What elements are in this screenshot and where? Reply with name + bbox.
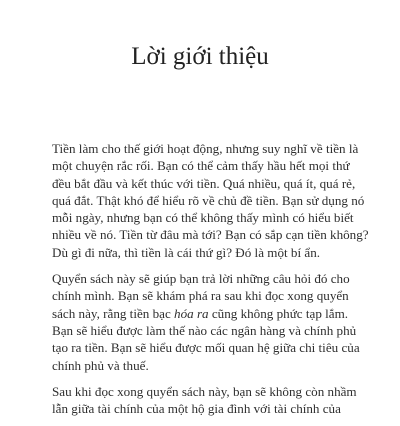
text-line: chính phủ và thuế. [52, 357, 149, 373]
text-line: Sau khi đọc xong quyển sách này, bạn sẽ không còn nhầm [52, 383, 357, 399]
text-line: quá đắt. Thật khó để hiểu rõ về chủ đề tiền. Bạn sử dụng nó [52, 192, 365, 208]
text-line-with-italic [52, 305, 370, 322]
page-title: Lời giới thiệu [131, 43, 269, 70]
italic-phrase: hóa ra [174, 305, 209, 321]
text-line: Tiền làm cho thế giới hoạt động, nhưng suy nghĩ về tiền là [52, 141, 359, 156]
text-line: nhiều về nó. Tiền từ đâu mà tới? Bạn có sắp cạn tiền không? [52, 227, 369, 243]
body-text [52, 140, 370, 426]
text-line: đều bắt đầu và kết thúc với tiền. Quá nhiều, quá ít, quá rẻ, [52, 175, 356, 191]
paragraph-1 [52, 140, 370, 261]
paragraph-2 [52, 270, 370, 374]
text-line: chính mình. Bạn sẽ khám phá ra sau khi đọc xong quyển [52, 288, 349, 304]
text-line: tạo ra tiền. Bạn sẽ hiểu được mối quan hệ giữa chi tiêu của [52, 340, 360, 356]
text-line: lẫn giữa tài chính của một hộ gia đình với tài chính của [52, 401, 341, 417]
text-line: Bạn sẽ hiểu được làm thế nào các ngân hàng và chính phủ [52, 322, 357, 338]
text-line: Quyển sách này sẽ giúp bạn trả lời những câu hỏi đó cho [52, 271, 350, 287]
text-line: một chuyện rắc rối. Bạn có thể cảm thấy hầu hết mọi thứ [52, 158, 350, 174]
text-line: Dù gì đi nữa, thì tiền là cái thứ gì? Đó là một bí ẩn. [52, 244, 321, 260]
text-line: mỗi ngày, nhưng bạn có thể không thấy mình có hiểu biết [52, 210, 354, 226]
paragraph-3 [52, 383, 370, 418]
text-segment: sách này, rằng tiền bạc [52, 305, 175, 321]
text-segment: cũng không phức tạp lắm. [208, 305, 349, 321]
